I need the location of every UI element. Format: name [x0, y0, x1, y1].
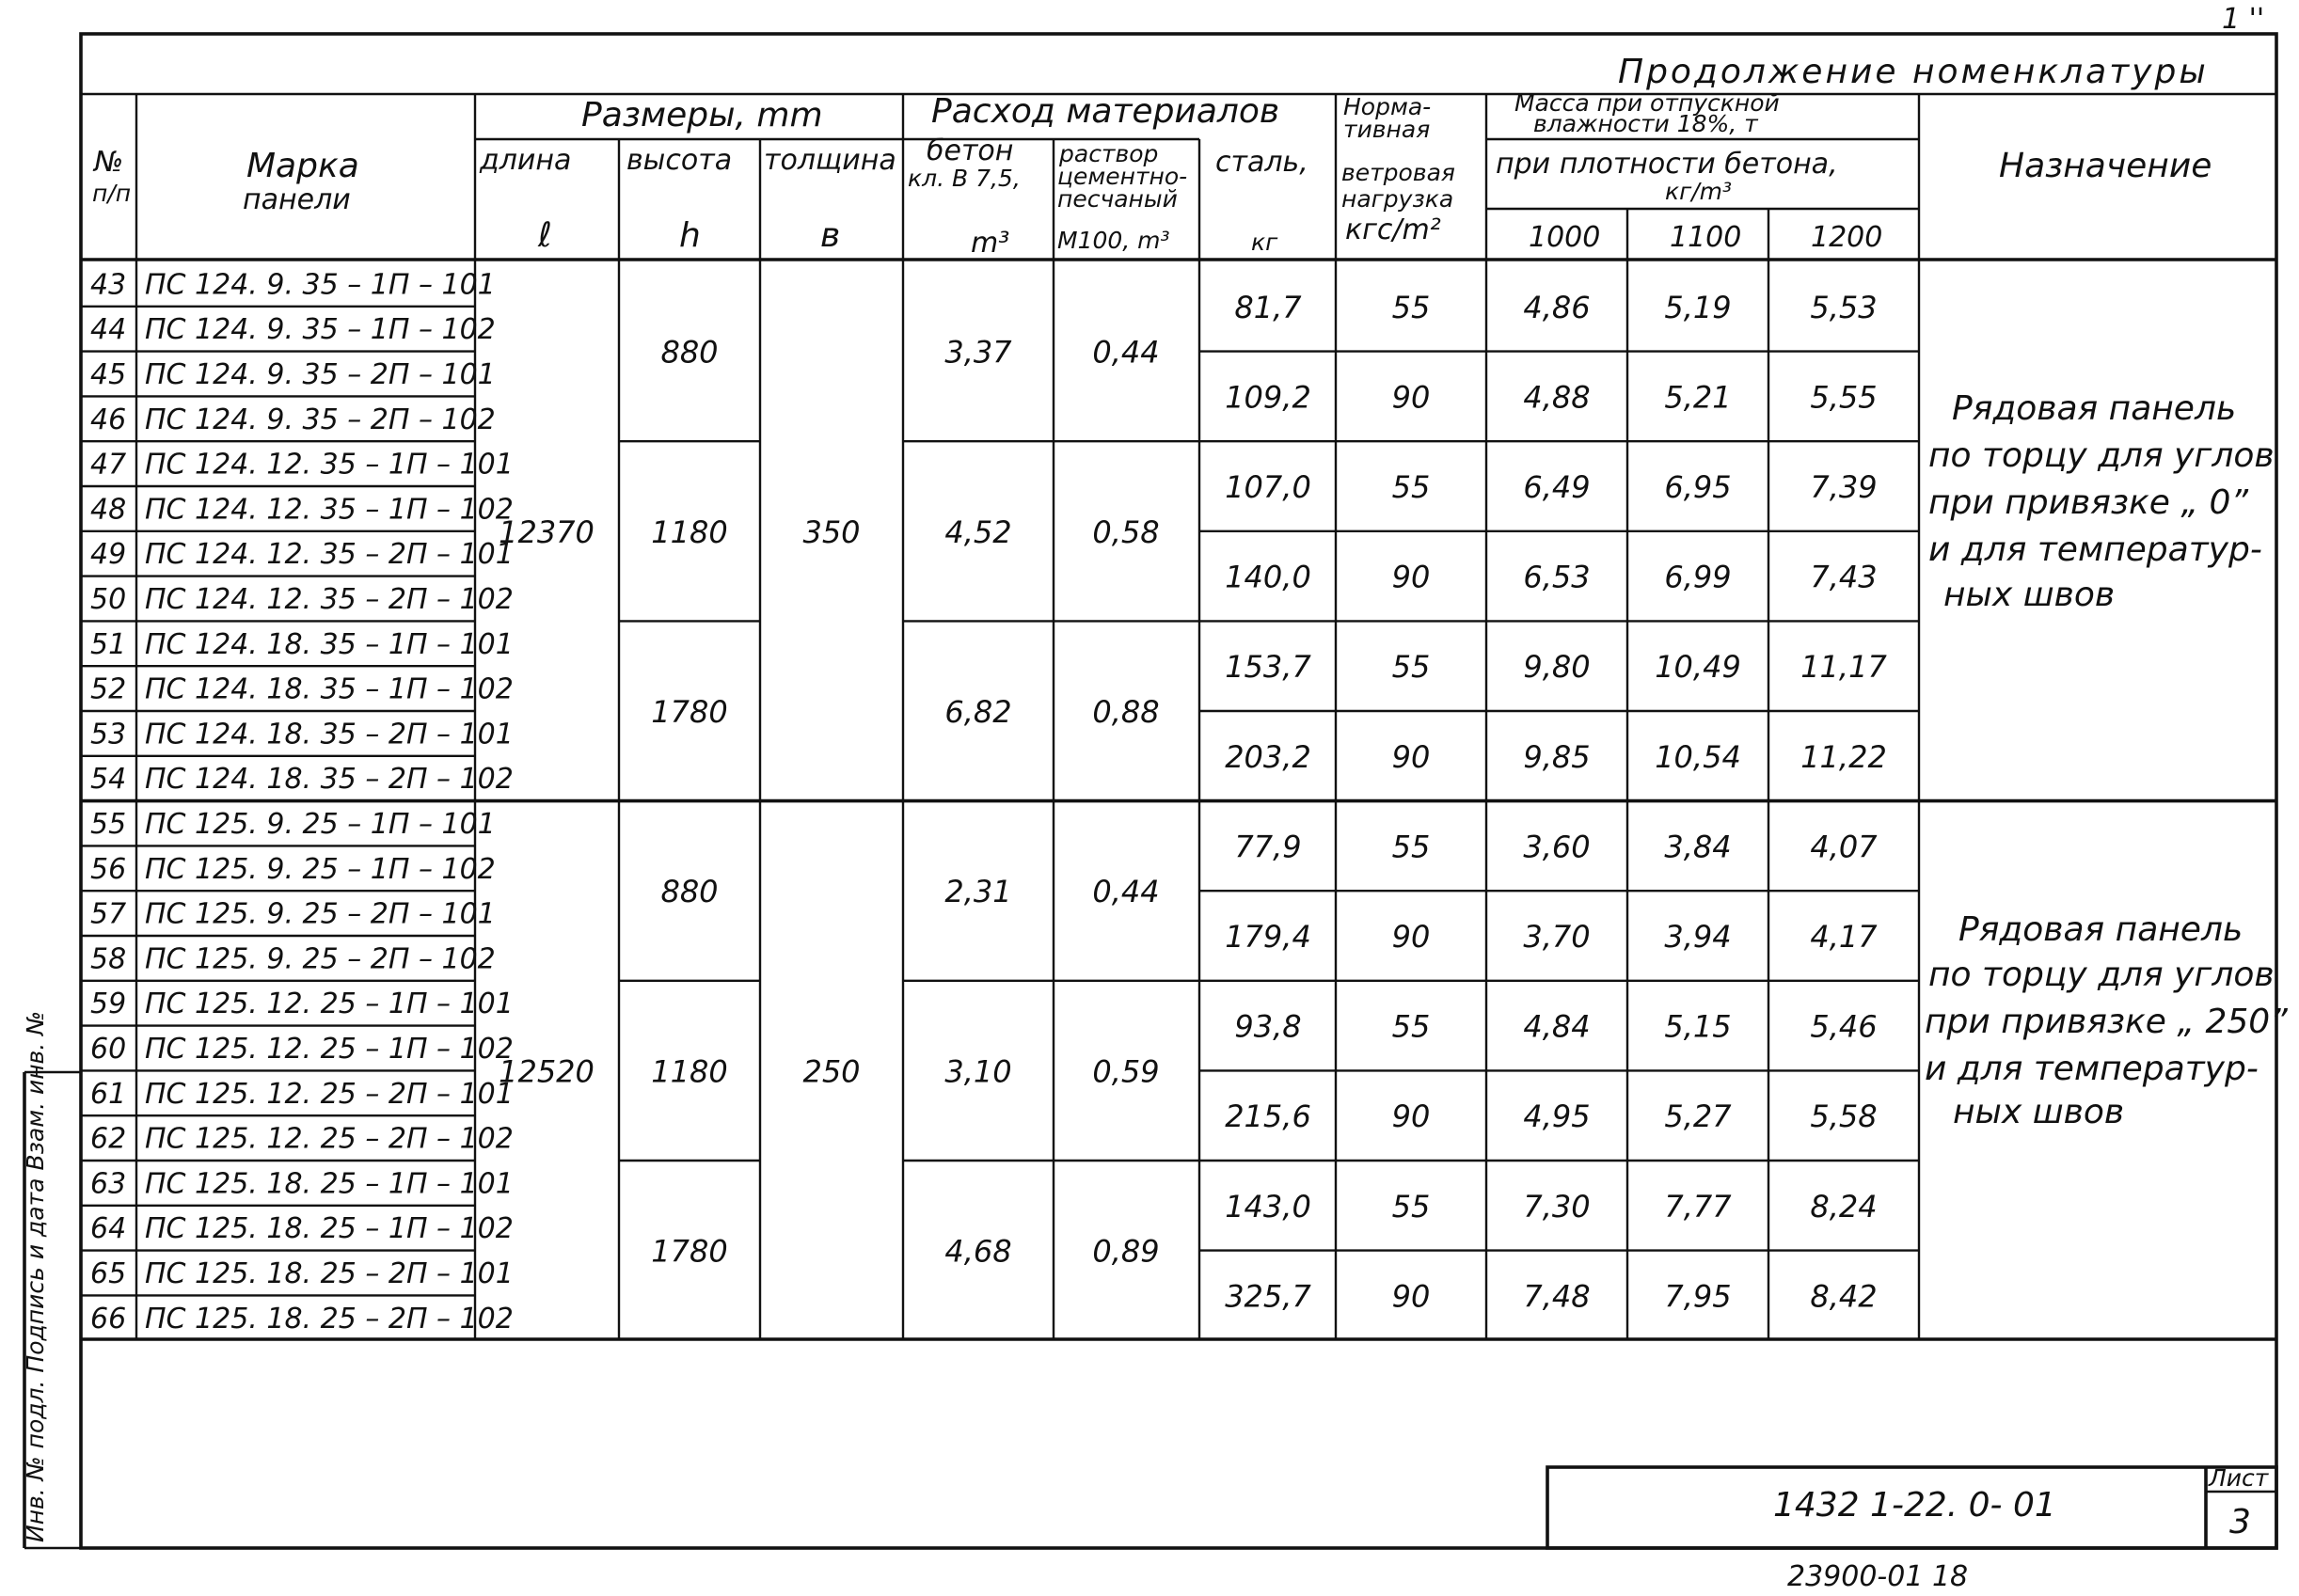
- mass-1200: 5,53: [1810, 289, 1878, 325]
- steel-mass: 325,7: [1225, 1278, 1311, 1315]
- wind-load: 55: [1391, 1008, 1431, 1045]
- header-length-sym: ℓ: [538, 216, 552, 255]
- steel-mass: 107,0: [1225, 469, 1311, 505]
- header-mark-2: панели: [243, 183, 351, 216]
- row-number: 56: [90, 852, 127, 886]
- wind-load: 55: [1391, 469, 1431, 505]
- concrete-volume: 2,31: [944, 874, 1012, 910]
- panel-mark: ПС 124. 18. 35 – 2П – 102: [145, 763, 514, 797]
- mass-1000: 6,49: [1523, 469, 1591, 505]
- panel-mark: ПС 124. 12. 35 – 2П – 101: [145, 538, 514, 572]
- panel-mark: ПС 125. 9. 25 – 2П – 102: [145, 942, 496, 976]
- purpose-1-line-3: при привязке „ 0”: [1928, 483, 2249, 522]
- header-num-2: п/п: [92, 180, 132, 207]
- panel-mark: ПС 124. 18. 35 – 1П – 101: [145, 627, 514, 661]
- corner-mark: 1 '': [2222, 3, 2265, 36]
- wind-load: 90: [1391, 379, 1431, 416]
- row-number: 51: [90, 627, 127, 661]
- mass-1200: 5,58: [1810, 1098, 1878, 1135]
- purpose-2-line-3: при привязке „ 250”: [1925, 1003, 2288, 1041]
- row-number: 55: [90, 808, 127, 842]
- mass-1200: 8,24: [1810, 1188, 1878, 1225]
- panel-length: 12370: [499, 514, 595, 550]
- steel-mass: 203,2: [1225, 738, 1311, 775]
- purpose-note-2: [1925, 910, 2288, 1131]
- row-number: 54: [90, 763, 127, 797]
- mass-1200: 4,07: [1810, 829, 1878, 865]
- header-thickness-sym: в: [820, 216, 841, 255]
- panel-mark: ПС 125. 9. 25 – 1П – 101: [145, 808, 496, 842]
- row-number: 62: [90, 1122, 127, 1156]
- header-mortar-1: раствор: [1059, 140, 1159, 167]
- mass-1200: 7,43: [1810, 559, 1878, 595]
- concrete-volume: 4,68: [944, 1233, 1012, 1270]
- mass-1100: 3,94: [1664, 919, 1732, 955]
- mortar-volume: 0,88: [1092, 694, 1160, 730]
- mass-1000: 7,48: [1523, 1278, 1591, 1315]
- header-wind-unit: кгс/m²: [1345, 213, 1441, 246]
- row-number: 52: [90, 672, 127, 706]
- mass-1000: 3,70: [1523, 919, 1591, 955]
- row-number: 44: [90, 313, 127, 347]
- mortar-volume: 0,44: [1092, 334, 1160, 371]
- panel-mark: ПС 124. 12. 35 – 1П – 102: [145, 493, 514, 527]
- row-number: 47: [90, 448, 127, 482]
- steel-mass: 179,4: [1225, 919, 1311, 955]
- wind-load: 90: [1391, 738, 1431, 775]
- panel-height: 1780: [651, 694, 728, 730]
- panel-mark: ПС 124. 9. 35 – 2П – 102: [145, 403, 496, 436]
- mass-1100: 7,77: [1664, 1188, 1732, 1225]
- header-wind-2: тивная: [1343, 116, 1431, 143]
- wind-load: 90: [1391, 1278, 1431, 1315]
- panel-mark: ПС 125. 12. 25 – 2П – 102: [145, 1122, 514, 1156]
- title-block: [1547, 1464, 2276, 1548]
- mass-1100: 6,99: [1664, 559, 1732, 595]
- mass-1000: 4,84: [1523, 1008, 1591, 1045]
- panel-mark: ПС 124. 18. 35 – 2П – 101: [145, 718, 514, 751]
- side-stamp: [22, 1011, 81, 1548]
- steel-mass: 143,0: [1225, 1188, 1311, 1225]
- concrete-volume: 4,52: [944, 514, 1012, 550]
- header-density-1000: 1000: [1529, 221, 1601, 254]
- row-number: 57: [90, 897, 127, 931]
- header-mortar-3: песчаный: [1057, 185, 1178, 213]
- steel-mass: 109,2: [1225, 379, 1311, 416]
- row-number: 43: [90, 268, 127, 302]
- wind-load: 55: [1391, 829, 1431, 865]
- steel-mass: 93,8: [1234, 1008, 1302, 1045]
- header-wind-4: нагрузка: [1341, 185, 1454, 213]
- mass-1100: 3,84: [1664, 829, 1732, 865]
- header-sizes: Размеры, mm: [581, 96, 823, 134]
- panel-mark: ПС 125. 12. 25 – 1П – 101: [145, 988, 514, 1021]
- steel-mass: 140,0: [1225, 559, 1311, 595]
- panel-height: 1780: [651, 1233, 728, 1270]
- continuation-title: Продолжение номенклатуры: [1618, 53, 2209, 91]
- header-density-1: при плотности бетона,: [1496, 148, 1838, 181]
- panel-mark: ПС 125. 9. 25 – 1П – 102: [145, 852, 496, 886]
- mass-1100: 7,95: [1664, 1278, 1732, 1315]
- wind-load: 90: [1391, 919, 1431, 955]
- header-mark-1: Марка: [246, 147, 359, 185]
- purpose-1-line-5: ных швов: [1943, 576, 2116, 614]
- panel-mark: ПС 124. 18. 35 – 1П – 102: [145, 672, 514, 706]
- header-purpose: Назначение: [1999, 147, 2212, 185]
- header-height: высота: [626, 144, 733, 177]
- header-density-1200: 1200: [1811, 221, 1883, 254]
- sheet-number: 3: [2229, 1503, 2251, 1541]
- header-mass-2: влажности 18%, т: [1533, 110, 1758, 137]
- panel-height: 880: [660, 334, 719, 371]
- panel-mark: ПС 124. 9. 35 – 1П – 101: [145, 268, 496, 302]
- panel-length: 12520: [499, 1053, 595, 1090]
- mass-1100: 5,15: [1664, 1008, 1732, 1045]
- wind-load: 90: [1391, 559, 1431, 595]
- wind-load: 55: [1391, 1188, 1431, 1225]
- panel-mark: ПС 125. 18. 25 – 2П – 102: [145, 1302, 514, 1335]
- row-number: 53: [90, 718, 127, 751]
- mass-1100: 6,95: [1664, 469, 1732, 505]
- header-density-1100: 1100: [1670, 221, 1742, 254]
- row-number: 65: [90, 1257, 127, 1291]
- purpose-note-1: [1928, 389, 2275, 614]
- mortar-volume: 0,44: [1092, 874, 1160, 910]
- mass-1100: 10,54: [1655, 738, 1741, 775]
- panel-mark: ПС 124. 12. 35 – 1П – 101: [145, 448, 514, 482]
- panel-mark: ПС 125. 9. 25 – 2П – 101: [145, 897, 496, 931]
- panel-mark: ПС 125. 12. 25 – 1П – 102: [145, 1033, 514, 1067]
- mass-1100: 5,21: [1664, 379, 1732, 416]
- row-number: 63: [90, 1167, 127, 1201]
- steel-mass: 153,7: [1225, 649, 1311, 686]
- mass-1200: 4,17: [1810, 919, 1878, 955]
- mass-1100: 10,49: [1655, 649, 1741, 686]
- header-num-1: №: [94, 146, 124, 179]
- purpose-2-line-1: Рядовая панель: [1958, 910, 2244, 949]
- row-number: 59: [90, 988, 127, 1021]
- mass-1000: 9,80: [1523, 649, 1591, 686]
- row-number: 46: [90, 403, 127, 436]
- mass-1200: 8,42: [1810, 1278, 1878, 1315]
- row-number: 66: [90, 1302, 127, 1335]
- mass-1000: 3,60: [1523, 829, 1591, 865]
- mass-1200: 7,39: [1810, 469, 1878, 505]
- mass-1000: 4,88: [1523, 379, 1591, 416]
- panel-height: 880: [660, 874, 719, 910]
- mass-1000: 7,30: [1523, 1188, 1591, 1225]
- panel-mark: ПС 124. 9. 35 – 2П – 101: [145, 358, 496, 392]
- header-thickness: толщина: [764, 144, 896, 177]
- panel-height: 1180: [651, 514, 728, 550]
- header-height-sym: h: [679, 216, 701, 255]
- panel-mark: ПС 124. 9. 35 – 1П – 102: [145, 313, 496, 347]
- steel-mass: 81,7: [1234, 289, 1302, 325]
- row-number: 58: [90, 942, 127, 976]
- panel-mark: ПС 125. 18. 25 – 1П – 101: [145, 1167, 514, 1201]
- mass-1000: 4,95: [1523, 1098, 1591, 1135]
- wind-load: 90: [1391, 1098, 1431, 1135]
- row-number: 48: [90, 493, 127, 527]
- panel-thickness: 250: [802, 1053, 861, 1090]
- header-wind-3: ветровая: [1341, 159, 1455, 186]
- header-mass-1: Масса при отпускной: [1514, 89, 1780, 117]
- document-code: 1432 1-22. 0- 01: [1773, 1486, 2056, 1525]
- mass-1200: 11,17: [1800, 649, 1887, 686]
- mass-1200: 5,55: [1810, 379, 1878, 416]
- mortar-volume: 0,58: [1092, 514, 1160, 550]
- header-steel: сталь,: [1215, 146, 1308, 179]
- row-number: 61: [90, 1077, 127, 1111]
- concrete-volume: 6,82: [944, 694, 1012, 730]
- panel-mark: ПС 124. 12. 35 – 2П – 102: [145, 583, 514, 617]
- side-stamp-text: Инв. № подл. Подпись и дата Взам. инв. №: [22, 1010, 49, 1542]
- panel-thickness: 350: [802, 514, 861, 550]
- mass-1000: 6,53: [1523, 559, 1591, 595]
- row-number: 49: [90, 538, 127, 572]
- header-steel-unit: кг: [1251, 229, 1278, 256]
- purpose-2-line-2: по торцу для углов: [1928, 956, 2275, 994]
- panel-mark: ПС 125. 18. 25 – 1П – 102: [145, 1212, 514, 1246]
- panel-mark: ПС 125. 12. 25 – 2П – 101: [145, 1077, 514, 1111]
- concrete-volume: 3,10: [944, 1053, 1012, 1090]
- header-concrete-unit: m³: [971, 227, 1010, 260]
- mortar-volume: 0,59: [1092, 1053, 1160, 1090]
- header-mortar-unit: М100, m³: [1057, 227, 1170, 254]
- sheet-label: Лист: [2209, 1464, 2269, 1492]
- header-consumption: Расход материалов: [931, 92, 1280, 131]
- row-number: 45: [90, 358, 127, 392]
- panel-mark: ПС 125. 18. 25 – 2П – 101: [145, 1257, 514, 1291]
- bottom-code: 23900-01 18: [1787, 1560, 1969, 1593]
- header-wind-1: Норма-: [1343, 93, 1432, 120]
- panel-height: 1180: [651, 1053, 728, 1090]
- header-length: длина: [480, 144, 572, 177]
- wind-load: 55: [1391, 649, 1431, 686]
- mass-1100: 5,19: [1664, 289, 1732, 325]
- row-number: 60: [90, 1033, 127, 1067]
- purpose-1-line-2: по торцу для углов: [1928, 436, 2275, 475]
- mass-1200: 11,22: [1800, 738, 1887, 775]
- mass-1000: 4,86: [1523, 289, 1591, 325]
- header-mortar-2: цементно-: [1057, 163, 1188, 190]
- wind-load: 55: [1391, 289, 1431, 325]
- header-density-2: кг/m³: [1665, 178, 1733, 205]
- header-concrete-2: кл. В 7,5,: [908, 165, 1021, 192]
- purpose-1-line-4: и для температур-: [1928, 530, 2262, 569]
- purpose-2-line-4: и для температур-: [1925, 1050, 2259, 1088]
- mass-1000: 9,85: [1523, 738, 1591, 775]
- concrete-volume: 3,37: [944, 334, 1012, 371]
- mortar-volume: 0,89: [1092, 1233, 1160, 1270]
- table-headers: [92, 89, 2212, 260]
- purpose-2-line-5: ных швов: [1953, 1093, 2125, 1131]
- mass-1100: 5,27: [1664, 1098, 1732, 1135]
- steel-mass: 77,9: [1234, 829, 1302, 865]
- row-number: 64: [90, 1212, 127, 1246]
- header-concrete-1: бетон: [927, 134, 1014, 167]
- steel-mass: 215,6: [1225, 1098, 1311, 1135]
- purpose-1-line-1: Рядовая панель: [1952, 389, 2237, 428]
- row-number: 50: [90, 583, 127, 617]
- mass-1200: 5,46: [1810, 1008, 1878, 1045]
